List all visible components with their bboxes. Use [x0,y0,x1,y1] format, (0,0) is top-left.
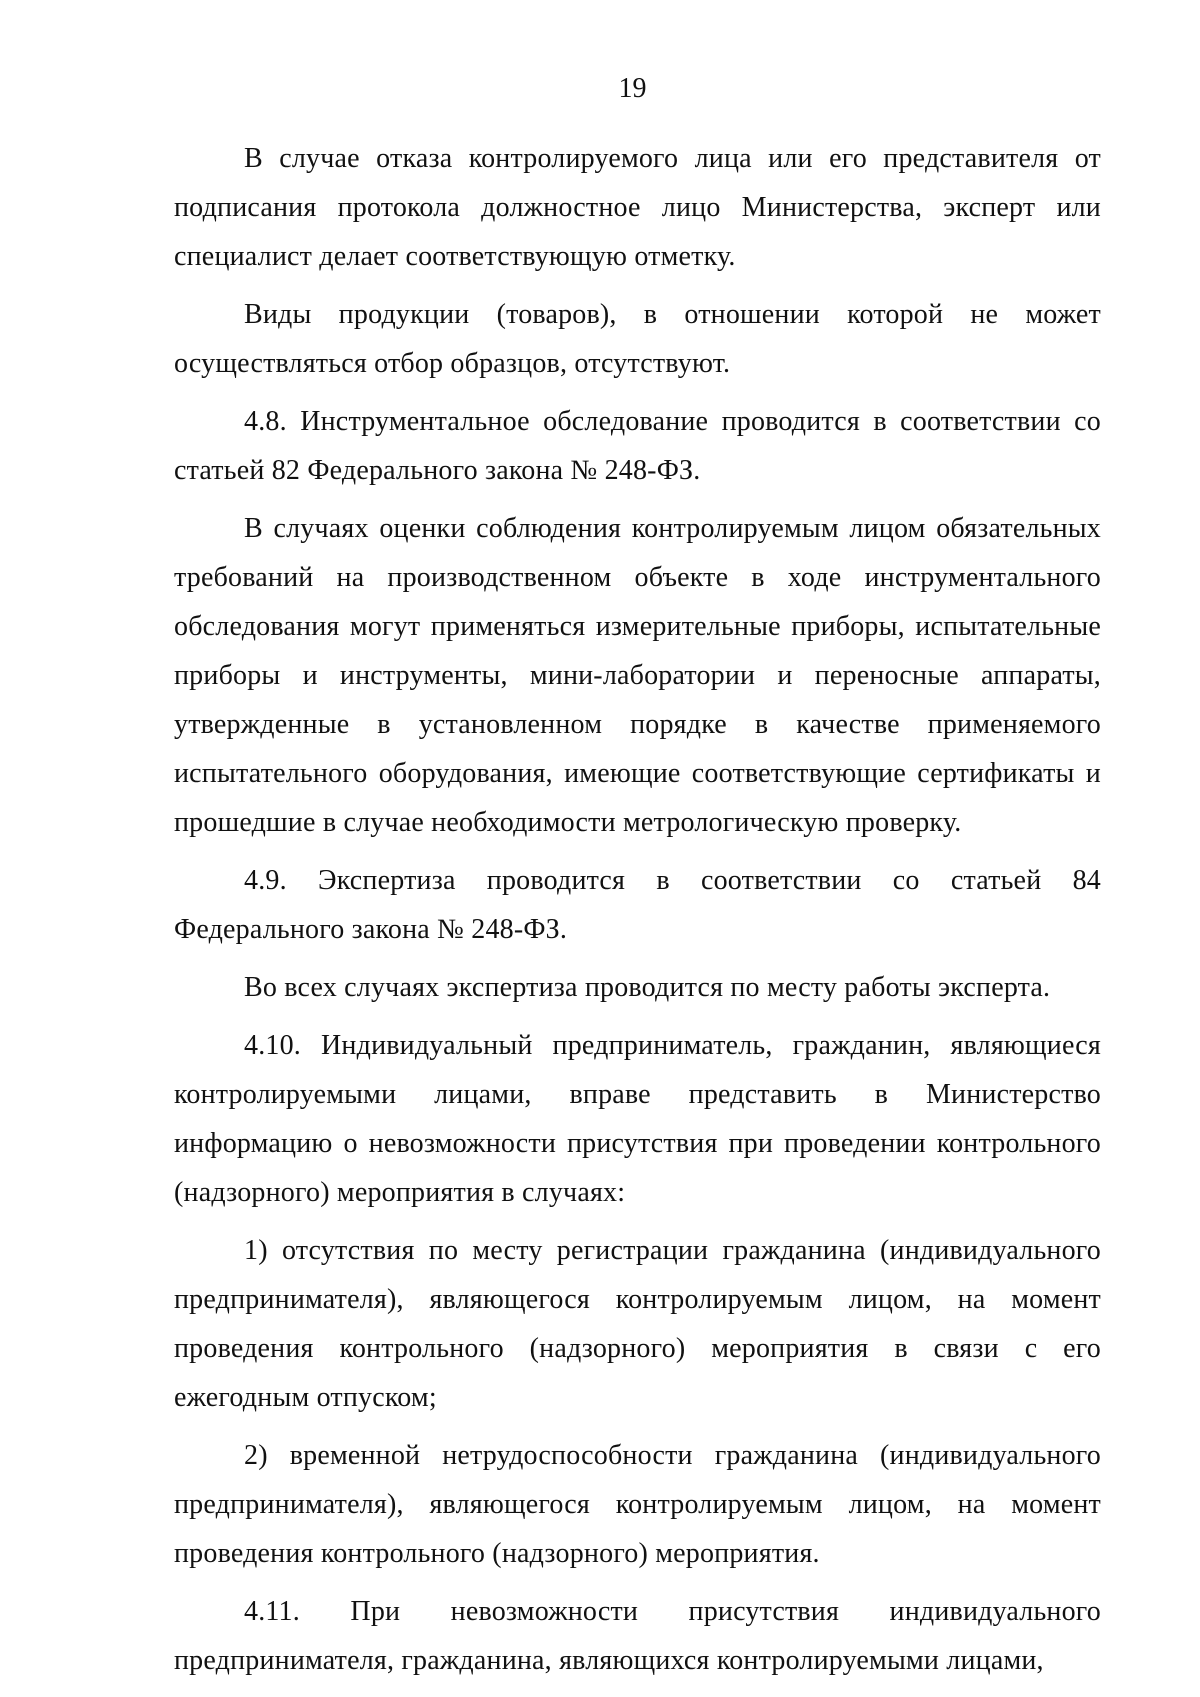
paragraph: 2) временной нетрудоспособности гражданина (индивидуального предпринимателя), являющегося контролируемым лицом, на момент проведения контрольного (надзорного) мероприятия. [174,1440,1101,1569]
paragraph: Во всех случаях экспертиза проводится по месту работы эксперта. [244,972,1051,1003]
document-body [174,134,1101,1694]
paragraph: В случае отказа контролируемого лица или его представителя от подписания протокола должностное лицо Министерства, эксперт или специалист делает соответствующую отметку. [174,143,1101,272]
paragraph: Виды продукции (товаров), в отношении которой не может осуществляться отбор образцов, отсутствуют. [174,299,1101,379]
paragraph: 1) отсутствия по месту регистрации гражданина (индивидуального предпринимателя), являющегося контролируемым лицом, на момент проведения контрольного (надзорного) мероприятия в связи с его ежегодным отпуском; [174,1235,1101,1413]
paragraph: 4.9. Экспертиза проводится в соответствии со статьей 84 Федерального закона № 248-ФЗ. [174,865,1101,945]
page-number: 19 [618,73,647,104]
paragraph: 4.8. Инструментальное обследование проводится в соответствии со статьей 82 Федерального закона № 248-ФЗ. [174,406,1101,486]
paragraph: 4.10. Индивидуальный предприниматель, гражданин, являющиеся контролируемыми лицами, вправе представить в Министерство информацию о невозможности присутствия при проведении контрольного (надзорного) мероприятия в случаях: [174,1030,1101,1208]
paragraph: В случаях оценки соблюдения контролируемым лицом обязательных требований на производственном объекте в ходе инструментального обследования могут применяться измерительные приборы, испытательные приборы и инструменты, мини-лаборатории и переносные аппараты, утвержденные в установленном порядке в качестве применяемого испытательного оборудования, имеющие соответствующие сертификаты и прошедшие в случае необходимости метрологическую проверку. [174,513,1101,838]
paragraph: 4.11. При невозможности присутствия индивидуального предпринимателя, гражданина, являющихся контролируемыми лицами, [174,1596,1101,1676]
